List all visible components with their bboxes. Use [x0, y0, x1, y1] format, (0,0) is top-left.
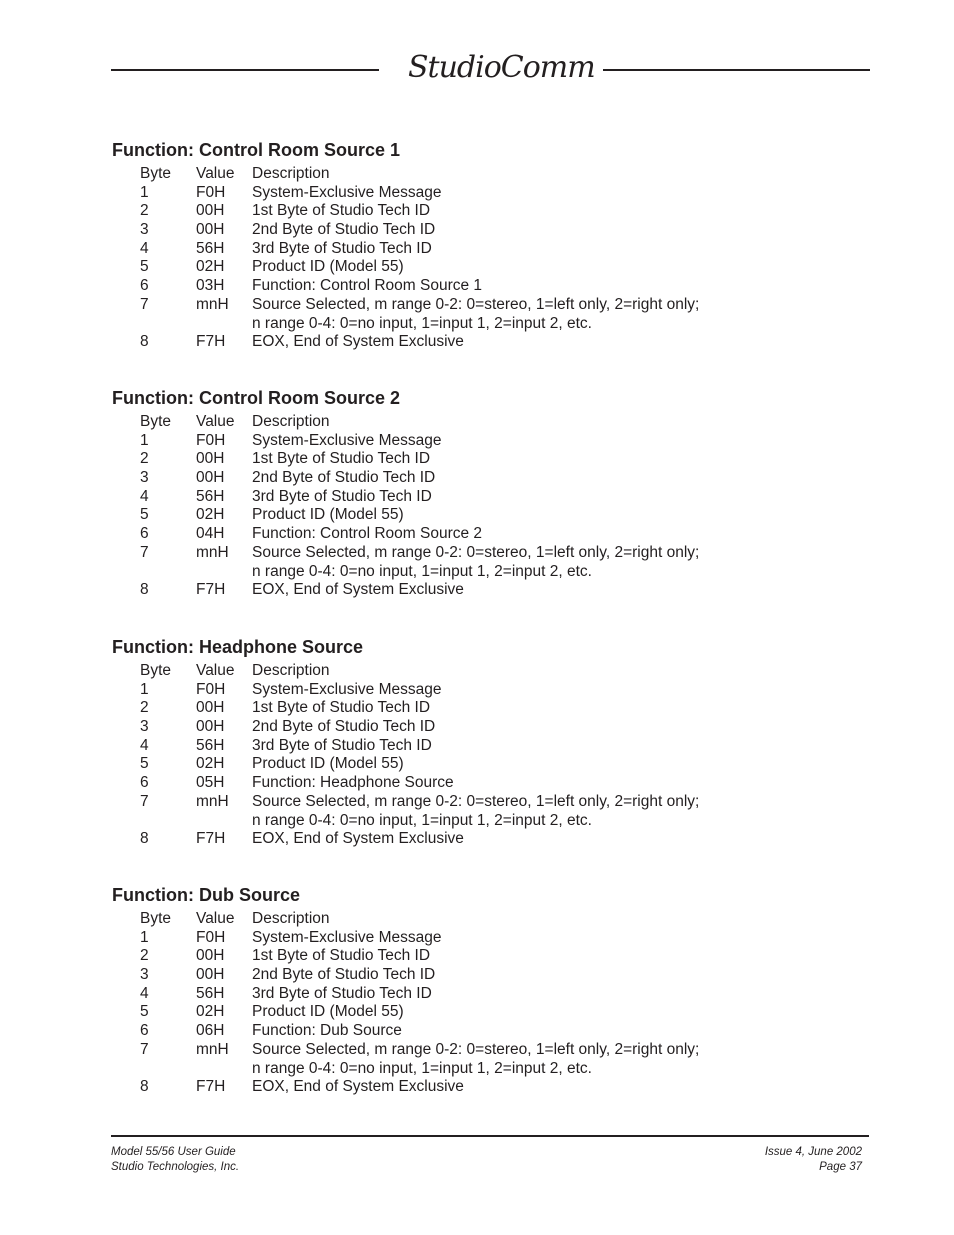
- value-cell: 00H: [196, 221, 225, 239]
- value-cell: F7H: [196, 333, 226, 351]
- description-cell: 3rd Byte of Studio Tech ID: [252, 487, 432, 505]
- byte-cell: 2: [140, 947, 149, 965]
- table-header-row: [112, 662, 872, 681]
- description-cell: Function: Control Room Source 2: [252, 525, 483, 543]
- byte-cell: 5: [140, 1003, 149, 1021]
- byte-cell: 5: [140, 258, 149, 276]
- value-cell: 04H: [196, 525, 225, 543]
- description-cell: n range 0-4: 0=no input, 1=input 1, 2=input 2, etc.: [252, 1059, 592, 1077]
- description-cell: EOX, End of System Exclusive: [252, 830, 464, 848]
- column-header: Description: [252, 413, 330, 430]
- footer-left: [111, 1145, 239, 1175]
- byte-cell: 1: [140, 928, 149, 946]
- value-cell: F7H: [196, 830, 226, 848]
- description-cell: 2nd Byte of Studio Tech ID: [252, 469, 436, 487]
- byte-cell: 1: [140, 680, 149, 698]
- description-cell: Product ID (Model 55): [252, 506, 404, 524]
- footer-right: [765, 1145, 862, 1175]
- byte-cell: 5: [140, 506, 149, 524]
- byte-cell: 1: [140, 183, 149, 201]
- table-row: [112, 315, 872, 334]
- value-cell: 02H: [196, 258, 225, 276]
- value-cell: 06H: [196, 1022, 225, 1040]
- footer-guide-title: Model 55/56 User Guide: [111, 1146, 236, 1158]
- table-row: [112, 184, 872, 203]
- byte-cell: 3: [140, 221, 149, 239]
- table-row: [112, 755, 872, 774]
- description-cell: EOX, End of System Exclusive: [252, 1078, 464, 1096]
- table-row: [112, 202, 872, 221]
- byte-cell: 6: [140, 525, 149, 543]
- column-header: Value: [196, 662, 235, 679]
- function-section: [112, 387, 872, 600]
- value-cell: mnH: [196, 295, 229, 313]
- footer-company: Studio Technologies, Inc.: [111, 1161, 240, 1173]
- table-row: [112, 333, 872, 352]
- value-cell: F0H: [196, 431, 226, 449]
- description-cell: Product ID (Model 55): [252, 755, 404, 773]
- table-row: [112, 506, 872, 525]
- value-cell: 05H: [196, 774, 225, 792]
- description-cell: 2nd Byte of Studio Tech ID: [252, 966, 436, 984]
- column-header: Description: [252, 662, 330, 679]
- value-cell: mnH: [196, 792, 229, 810]
- table-row: [112, 1041, 872, 1060]
- value-cell: F0H: [196, 183, 226, 201]
- table-header-row: [112, 413, 872, 432]
- description-cell: n range 0-4: 0=no input, 1=input 1, 2=input 2, etc.: [252, 811, 592, 829]
- table-row: [112, 1022, 872, 1041]
- table-row: [112, 966, 872, 985]
- section-title: Function: Control Room Source 2: [112, 388, 400, 408]
- header-rule-right: [603, 69, 870, 71]
- description-cell: 1st Byte of Studio Tech ID: [252, 202, 431, 220]
- value-cell: 00H: [196, 469, 225, 487]
- description-cell: Function: Headphone Source: [252, 774, 454, 792]
- table-row: [112, 985, 872, 1004]
- description-cell: Product ID (Model 55): [252, 258, 404, 276]
- column-header: Byte: [140, 413, 172, 430]
- table-row: [112, 432, 872, 451]
- table-row: [112, 699, 872, 718]
- description-cell: Source Selected, m range 0-2: 0=stereo, 1=left only, 2=right only;: [252, 1040, 700, 1058]
- value-cell: 00H: [196, 947, 225, 965]
- byte-cell: 6: [140, 277, 149, 295]
- description-cell: Function: Dub Source: [252, 1022, 402, 1040]
- table-row: [112, 221, 872, 240]
- header-rule-left: [111, 69, 379, 71]
- column-header: Value: [196, 165, 235, 182]
- value-cell: F0H: [196, 680, 226, 698]
- table-row: [112, 929, 872, 948]
- section-title: Function: Dub Source: [112, 885, 300, 905]
- description-cell: 2nd Byte of Studio Tech ID: [252, 221, 436, 239]
- description-cell: n range 0-4: 0=no input, 1=input 1, 2=input 2, etc.: [252, 562, 592, 580]
- value-cell: 00H: [196, 450, 225, 468]
- value-cell: F7H: [196, 1078, 226, 1096]
- column-header: Byte: [140, 165, 172, 182]
- byte-cell: 6: [140, 774, 149, 792]
- column-header: Value: [196, 910, 235, 927]
- value-cell: F7H: [196, 581, 226, 599]
- description-cell: 1st Byte of Studio Tech ID: [252, 450, 431, 468]
- function-section: [112, 139, 872, 352]
- table-header-row: [112, 165, 872, 184]
- footer-rule: [111, 1135, 869, 1137]
- byte-cell: 3: [140, 469, 149, 487]
- table-row: [112, 469, 872, 488]
- description-cell: System-Exclusive Message: [252, 431, 442, 449]
- description-cell: n range 0-4: 0=no input, 1=input 1, 2=input 2, etc.: [252, 314, 592, 332]
- byte-cell: 1: [140, 431, 149, 449]
- value-cell: 02H: [196, 1003, 225, 1021]
- byte-cell: 4: [140, 239, 149, 257]
- table-row: [112, 774, 872, 793]
- byte-cell: 7: [140, 1040, 149, 1058]
- table-row: [112, 793, 872, 812]
- description-cell: Source Selected, m range 0-2: 0=stereo, 1=left only, 2=right only;: [252, 543, 700, 561]
- value-cell: 00H: [196, 699, 225, 717]
- table-row: [112, 1003, 872, 1022]
- column-header: Description: [252, 910, 330, 927]
- byte-cell: 5: [140, 755, 149, 773]
- byte-cell: 4: [140, 984, 149, 1002]
- table-header-row: [112, 910, 872, 929]
- description-cell: EOX, End of System Exclusive: [252, 581, 464, 599]
- value-cell: F0H: [196, 928, 226, 946]
- function-section: [112, 636, 872, 849]
- table-row: [112, 718, 872, 737]
- value-cell: 00H: [196, 966, 225, 984]
- value-cell: 56H: [196, 736, 225, 754]
- byte-cell: 2: [140, 450, 149, 468]
- description-cell: Function: Control Room Source 1: [252, 277, 483, 295]
- description-cell: 2nd Byte of Studio Tech ID: [252, 718, 436, 736]
- description-cell: 3rd Byte of Studio Tech ID: [252, 736, 432, 754]
- byte-cell: 2: [140, 699, 149, 717]
- column-header: Byte: [140, 662, 172, 679]
- table-row: [112, 1078, 872, 1097]
- table-row: [112, 488, 872, 507]
- value-cell: 02H: [196, 755, 225, 773]
- value-cell: 00H: [196, 202, 225, 220]
- value-cell: 02H: [196, 506, 225, 524]
- value-cell: 56H: [196, 239, 225, 257]
- description-cell: System-Exclusive Message: [252, 680, 442, 698]
- value-cell: 56H: [196, 984, 225, 1002]
- description-cell: Source Selected, m range 0-2: 0=stereo, 1=left only, 2=right only;: [252, 792, 700, 810]
- table-row: [112, 1060, 872, 1079]
- byte-cell: 3: [140, 718, 149, 736]
- value-cell: 00H: [196, 718, 225, 736]
- studiocomm-logo: StudioComm: [408, 50, 595, 85]
- column-header: Byte: [140, 910, 172, 927]
- description-cell: System-Exclusive Message: [252, 183, 442, 201]
- byte-cell: 8: [140, 333, 149, 351]
- table-row: [112, 681, 872, 700]
- byte-cell: 7: [140, 543, 149, 561]
- table-row: [112, 450, 872, 469]
- table-row: [112, 258, 872, 277]
- byte-cell: 3: [140, 966, 149, 984]
- byte-cell: 2: [140, 202, 149, 220]
- table-row: [112, 830, 872, 849]
- function-section: [112, 884, 872, 1097]
- table-row: [112, 737, 872, 756]
- byte-cell: 8: [140, 1078, 149, 1096]
- description-cell: 3rd Byte of Studio Tech ID: [252, 984, 432, 1002]
- table-row: [112, 581, 872, 600]
- byte-cell: 8: [140, 581, 149, 599]
- byte-cell: 6: [140, 1022, 149, 1040]
- table-row: [112, 525, 872, 544]
- value-cell: mnH: [196, 1040, 229, 1058]
- byte-cell: 4: [140, 487, 149, 505]
- value-cell: 56H: [196, 487, 225, 505]
- description-cell: System-Exclusive Message: [252, 928, 442, 946]
- table-row: [112, 544, 872, 563]
- byte-cell: 4: [140, 736, 149, 754]
- description-cell: 1st Byte of Studio Tech ID: [252, 699, 431, 717]
- description-cell: 3rd Byte of Studio Tech ID: [252, 239, 432, 257]
- column-header: Value: [196, 413, 235, 430]
- footer-page-number: Page 37: [819, 1161, 862, 1173]
- table-row: [112, 563, 872, 582]
- description-cell: Product ID (Model 55): [252, 1003, 404, 1021]
- byte-cell: 7: [140, 792, 149, 810]
- description-cell: Source Selected, m range 0-2: 0=stereo, 1=left only, 2=right only;: [252, 295, 700, 313]
- value-cell: mnH: [196, 543, 229, 561]
- column-header: Description: [252, 165, 330, 182]
- table-row: [112, 240, 872, 259]
- section-title: Function: Control Room Source 1: [112, 140, 400, 160]
- table-row: [112, 812, 872, 831]
- description-cell: EOX, End of System Exclusive: [252, 333, 464, 351]
- section-title: Function: Headphone Source: [112, 637, 364, 657]
- byte-cell: 7: [140, 295, 149, 313]
- table-row: [112, 277, 872, 296]
- footer-issue: Issue 4, June 2002: [764, 1146, 862, 1158]
- table-row: [112, 296, 872, 315]
- table-row: [112, 947, 872, 966]
- value-cell: 03H: [196, 277, 225, 295]
- byte-cell: 8: [140, 830, 149, 848]
- description-cell: 1st Byte of Studio Tech ID: [252, 947, 431, 965]
